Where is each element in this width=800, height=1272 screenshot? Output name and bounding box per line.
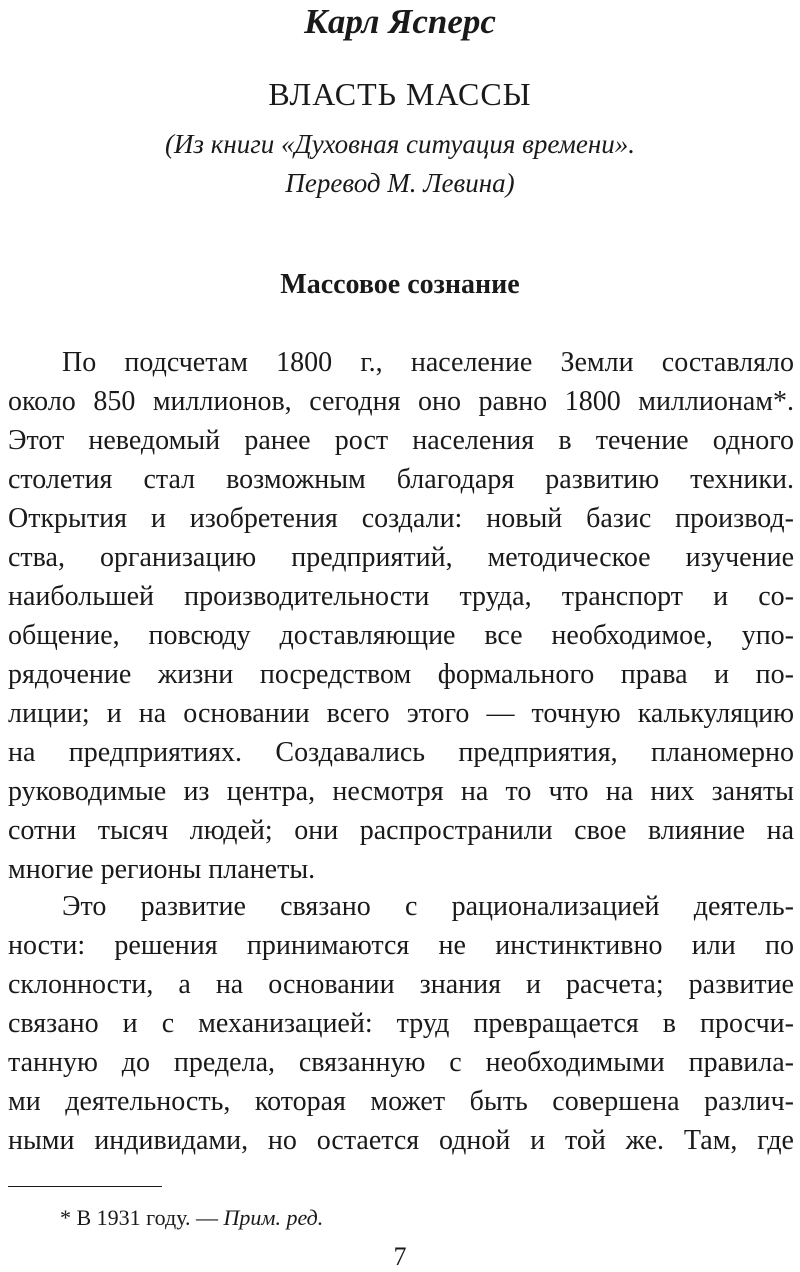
text-line: около 850 миллионов, сегодня оно равно 1800 миллионам*. xyxy=(8,386,794,417)
chapter-title: ВЛАСТЬ МАССЫ xyxy=(268,76,532,112)
text-line: танную до предела, связанную с необходимыми правила- xyxy=(8,1047,794,1078)
footnote xyxy=(60,1203,323,1233)
text-line: Этот неведомый ранее рост населения в течение одного xyxy=(8,425,794,456)
page-number: 7 xyxy=(393,1242,407,1271)
text-line: Открытия и изобретения создали: новый базис производ- xyxy=(8,503,794,534)
text-line: общение, повсюду доставляющие все необходимое, упо- xyxy=(8,620,794,651)
text-line: Это развитие связано с рационализацией деятель- xyxy=(62,891,794,922)
text-line: руководимые из центра, несмотря на то что на них заняты xyxy=(8,776,794,807)
subtitle-line-1: (Из книги «Духовная ситуация времени». xyxy=(164,129,636,159)
text-line: ства, организацию предприятий, методическое изучение xyxy=(8,542,794,573)
text-line: ми деятельность, которая может быть совершена различ- xyxy=(8,1086,794,1117)
text-line: ности: решения принимаются не инстинктивно или по xyxy=(8,930,794,961)
text-line: По подсчетам 1800 г., население Земли составляло xyxy=(62,347,794,378)
footnote-marker: * xyxy=(60,1205,71,1230)
subtitle-line-2: Перевод М. Левина) xyxy=(285,168,515,198)
footnote-text: В 1931 году. — xyxy=(71,1205,224,1230)
section-heading: Массовое сознание xyxy=(280,269,520,300)
text-line: связано и с механизацией: труд превращается в просчи- xyxy=(8,1008,794,1039)
text-line: ными индивидами, но остается одной и той же. Там, где xyxy=(8,1125,794,1156)
text-line: столетия стал возможным благодаря развитию техники. xyxy=(8,464,794,495)
text-line: склонности, а на основании знания и расчета; развитие xyxy=(8,969,794,1000)
text-line: многие регионы планеты. xyxy=(8,854,316,885)
text-line: на предприятиях. Создавались предприятия, планомерно xyxy=(8,737,794,768)
footnote-divider xyxy=(8,1186,162,1187)
text-line: наибольшей производительности труда, транспорт и со- xyxy=(8,581,794,612)
author-name: Карл Ясперс xyxy=(304,2,496,41)
text-line: лиции; и на основании всего этого — точную калькуляцию xyxy=(8,698,794,729)
footnote-editor-note: Прим. ред. xyxy=(223,1205,324,1230)
text-line: сотни тысяч людей; они распространили свое влияние на xyxy=(8,815,794,846)
text-line: рядочение жизни посредством формального права и по- xyxy=(8,659,794,690)
